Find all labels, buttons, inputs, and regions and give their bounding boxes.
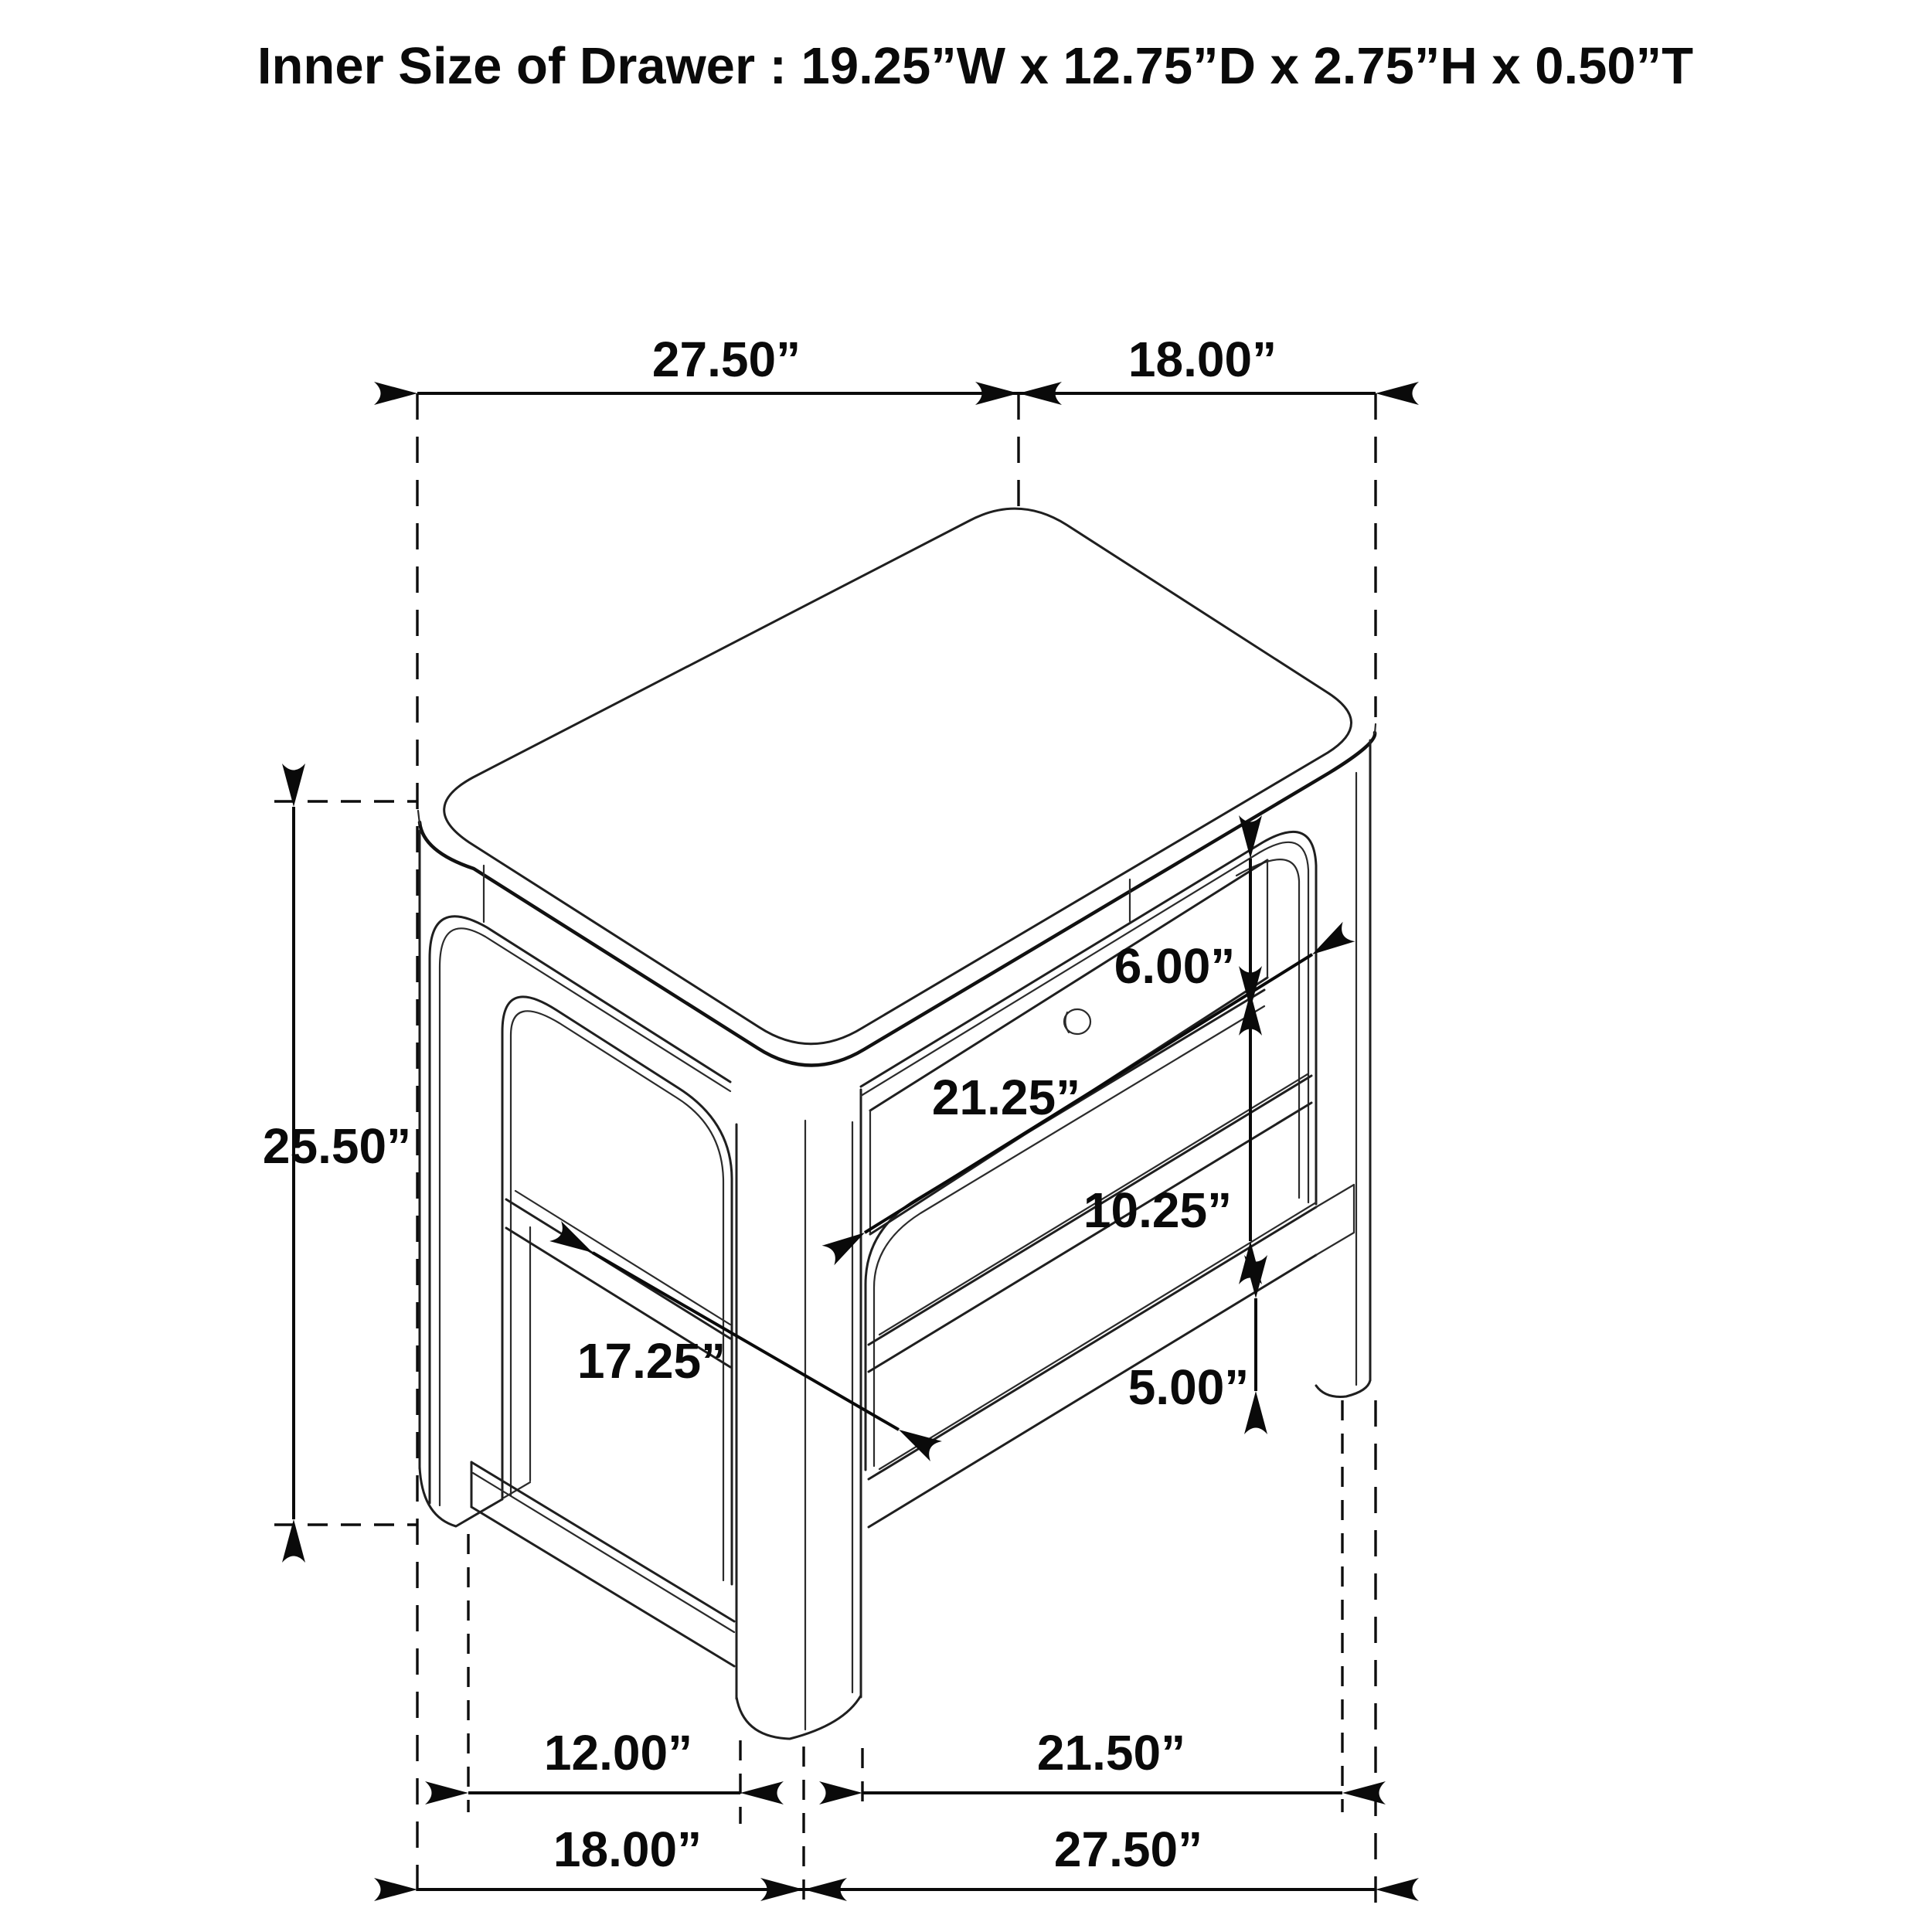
dim-label-shelf-width: 17.25”	[577, 1333, 726, 1389]
dim-shelf-width	[577, 1253, 899, 1430]
dim-floor-right-width	[804, 1821, 1376, 1889]
front-leg	[736, 1090, 861, 1739]
right-stretcher-face-line	[879, 1202, 1316, 1469]
right-stretcher-top-edge	[869, 1207, 1316, 1479]
dim-drawer-front-height	[1114, 859, 1250, 994]
left-stretcher-bottom-edge	[471, 1507, 734, 1666]
left-stretcher-face-line	[473, 1473, 734, 1632]
left-stretcher-top-edge	[471, 1462, 734, 1621]
left-arch-rail-inner	[440, 928, 730, 1505]
diagram-title: Inner Size of Drawer : 19.25”W x 12.75”D x 2.75”H x 0.50”T	[257, 37, 1694, 95]
dim-label-opening-height: 10.25”	[1083, 1182, 1233, 1238]
dim-floor-right-inner	[862, 1725, 1342, 1793]
dim-label-base-height: 5.00”	[1128, 1359, 1250, 1415]
rear-right-leg	[1316, 740, 1370, 1396]
nightstand-drawing	[418, 509, 1376, 1739]
dim-label-floor-right-inner: 21.50”	[1036, 1725, 1186, 1781]
front-leg-foot	[736, 1696, 861, 1739]
dim-top-width	[1019, 332, 1376, 393]
dim-floor-left-depth	[417, 1821, 804, 1889]
left-opening-contour-outer	[502, 997, 732, 1584]
dim-label-top-width: 18.00”	[1128, 332, 1277, 387]
rear-right-leg-foot	[1316, 1380, 1370, 1396]
dim-label-floor-left-inner: 12.00”	[543, 1725, 693, 1781]
dim-label-drawer-width: 21.25”	[931, 1070, 1081, 1125]
dim-label-floor-left-depth: 18.00”	[553, 1821, 702, 1877]
right-arch-rail-outer	[861, 832, 1316, 1204]
drawer-front	[870, 860, 1267, 1234]
dim-label-drawer-front-height: 6.00”	[1114, 938, 1236, 994]
dim-label-top-depth: 27.50”	[651, 332, 801, 387]
dim-label-overall-height: 25.50”	[262, 1118, 412, 1174]
left-rear-leg-side-face	[504, 1227, 530, 1498]
dim-label-floor-right-width: 27.50”	[1053, 1821, 1203, 1877]
drawer-knob-side	[1065, 1012, 1069, 1032]
dim-floor-left-inner	[468, 1725, 740, 1793]
left-arch-rail-outer	[430, 917, 730, 1503]
dim-top-depth	[417, 332, 1019, 393]
dim-overall-height	[263, 807, 411, 1519]
left-shelf-back-edge	[515, 1191, 730, 1325]
right-stretcher-tenon	[1316, 1185, 1354, 1255]
